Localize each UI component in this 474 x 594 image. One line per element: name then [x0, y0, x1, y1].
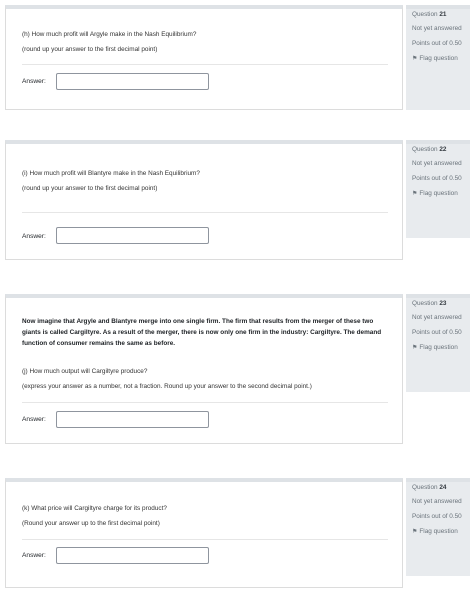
question-content [5, 294, 403, 444]
question-24 [0, 478, 474, 588]
divider [22, 64, 388, 65]
divider [22, 212, 388, 213]
question-content [5, 5, 403, 110]
answer-input[interactable] [56, 227, 209, 244]
flag-icon: ⚑ [412, 191, 418, 197]
flag-question-link[interactable]: ⚑ Flag question [412, 190, 458, 197]
flag-icon: ⚑ [412, 345, 418, 351]
question-info [406, 294, 470, 392]
question-info [406, 140, 470, 238]
question-grade: Points out of 0.50 [412, 175, 462, 182]
question-grade: Points out of 0.50 [412, 513, 462, 520]
flag-question-link[interactable]: ⚑ Flag question [412, 55, 458, 62]
answer-label: Answer: [22, 552, 46, 559]
question-grade: Points out of 0.50 [412, 329, 462, 336]
question-state: Not yet answered [412, 498, 462, 505]
answer-input[interactable] [56, 547, 209, 564]
question-content [5, 140, 403, 260]
question-state: Not yet answered [412, 160, 462, 167]
flag-icon: ⚑ [412, 529, 418, 535]
question-state: Not yet answered [412, 25, 462, 32]
question-text-line: (round up your answer to the first decimal point) [22, 185, 158, 192]
question-21 [0, 5, 474, 110]
question-text-line: (k) What price will Cargiltyre charge for its product? [22, 505, 167, 512]
answer-label: Answer: [22, 416, 46, 423]
question-text-line: (round up your answer to the first decimal point) [22, 46, 158, 53]
flag-question-link[interactable]: ⚑ Flag question [412, 528, 458, 535]
question-state: Not yet answered [412, 314, 462, 321]
question-number: Question 22 [412, 146, 447, 153]
question-text-line: (i) How much profit will Blantyre make in the Nash Equilibrium? [22, 170, 200, 177]
question-text-line: (j) How much output will Cargiltyre produce? [22, 368, 148, 375]
question-text-line: (h) How much profit will Argyle make in the Nash Equilibrium? [22, 31, 197, 38]
answer-input[interactable] [56, 73, 209, 90]
flag-icon: ⚑ [412, 56, 418, 62]
question-number: Question 23 [412, 300, 447, 307]
question-number: Question 24 [412, 484, 447, 491]
question-number: Question 21 [412, 11, 447, 18]
question-22 [0, 140, 474, 260]
answer-label: Answer: [22, 233, 46, 240]
question-info [406, 478, 470, 576]
question-info [406, 5, 470, 110]
question-grade: Points out of 0.50 [412, 40, 462, 47]
divider [22, 402, 388, 403]
question-text-line: (express your answer as a number, not a fraction. Round up your answer to the second decimal point.) [22, 383, 312, 390]
question-text-line: (Round your answer up to the first decimal point) [22, 520, 160, 527]
question-content [5, 478, 403, 588]
flag-question-link[interactable]: ⚑ Flag question [412, 344, 458, 351]
answer-input[interactable] [56, 411, 209, 428]
question-intro: Now imagine that Argyle and Blantyre merge into one single firm. The firm that results from the merger of these two giants is called Cargiltyre. As a result of the merger, there is now only one firm in the industry: Cargiltyre. The demand function of consumer remains the same as before. [22, 318, 382, 347]
answer-label: Answer: [22, 78, 46, 85]
divider [22, 539, 388, 540]
question-23 [0, 294, 474, 444]
